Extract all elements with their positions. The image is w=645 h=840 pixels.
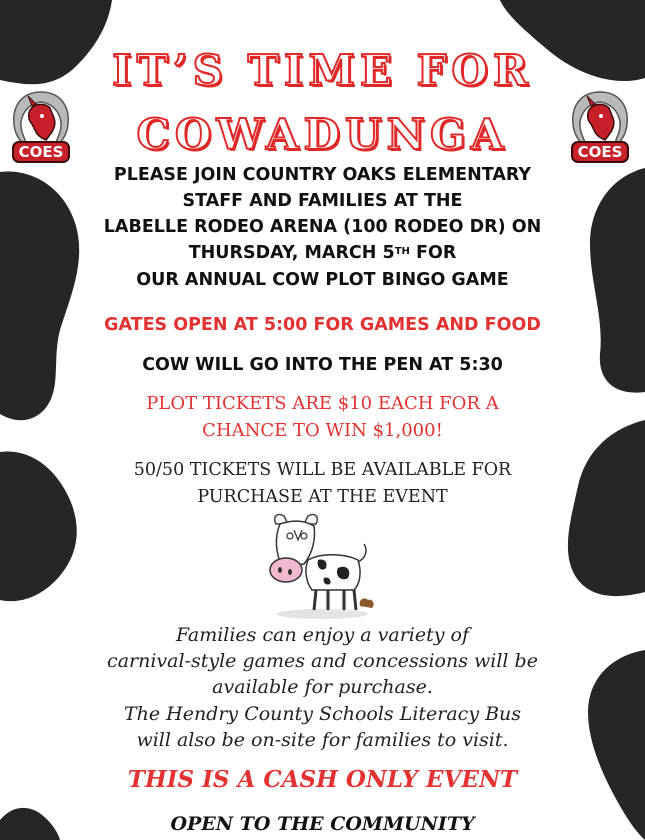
cash-only-text: THIS IS A CASH ONLY EVENT (127, 766, 518, 793)
title-line-2: COWADUNGA (136, 110, 509, 159)
intro-line-2: STAFF AND FAMILIES AT THE (182, 191, 463, 211)
logo-text: COES (18, 143, 64, 161)
families-line-5: will also be on-site for families to visit. (136, 729, 509, 751)
intro-line-4 (0, 241, 645, 266)
intro-date-suffix: TH (394, 246, 410, 257)
families-line-3: available for purchase. (212, 676, 433, 698)
intro-date: THURSDAY, MARCH 5 (188, 243, 395, 263)
intro-for: FOR (409, 243, 457, 263)
logo-text: COES (577, 143, 623, 161)
intro-line-1: PLEASE JOIN COUNTRY OAKS ELEMENTARY (113, 165, 532, 185)
open-to-community-text: OPEN TO THE COMMUNITY (170, 813, 475, 835)
families-line-2: carnival-style games and concessions will be (107, 650, 538, 672)
plot-tickets-line-1: PLOT TICKETS ARE $10 EACH FOR A (146, 393, 499, 414)
plot-tickets-line-2: CHANCE TO WIN $1,000! (202, 420, 443, 441)
gates-open-text: GATES OPEN AT 5:00 FOR GAMES AND FOOD (104, 315, 541, 335)
intro-line-3: LABELLE RODEO ARENA (100 RODEO DR) ON (103, 217, 542, 237)
cow-cartoon-icon (258, 510, 378, 620)
fifty-fifty-line-2: PURCHASE AT THE EVENT (197, 487, 448, 507)
intro-line-5: OUR ANNUAL COW PLOT BINGO GAME (136, 270, 509, 290)
families-line-1: Families can enjoy a variety of (175, 624, 470, 646)
families-line-4: The Hendry County Schools Literacy Bus (123, 703, 522, 725)
title-line-1: IT’S TIME FOR (112, 46, 533, 95)
cow-pen-text: COW WILL GO INTO THE PEN AT 5:30 (142, 355, 503, 375)
fifty-fifty-line-1: 50/50 TICKETS WILL BE AVAILABLE FOR (133, 460, 512, 480)
